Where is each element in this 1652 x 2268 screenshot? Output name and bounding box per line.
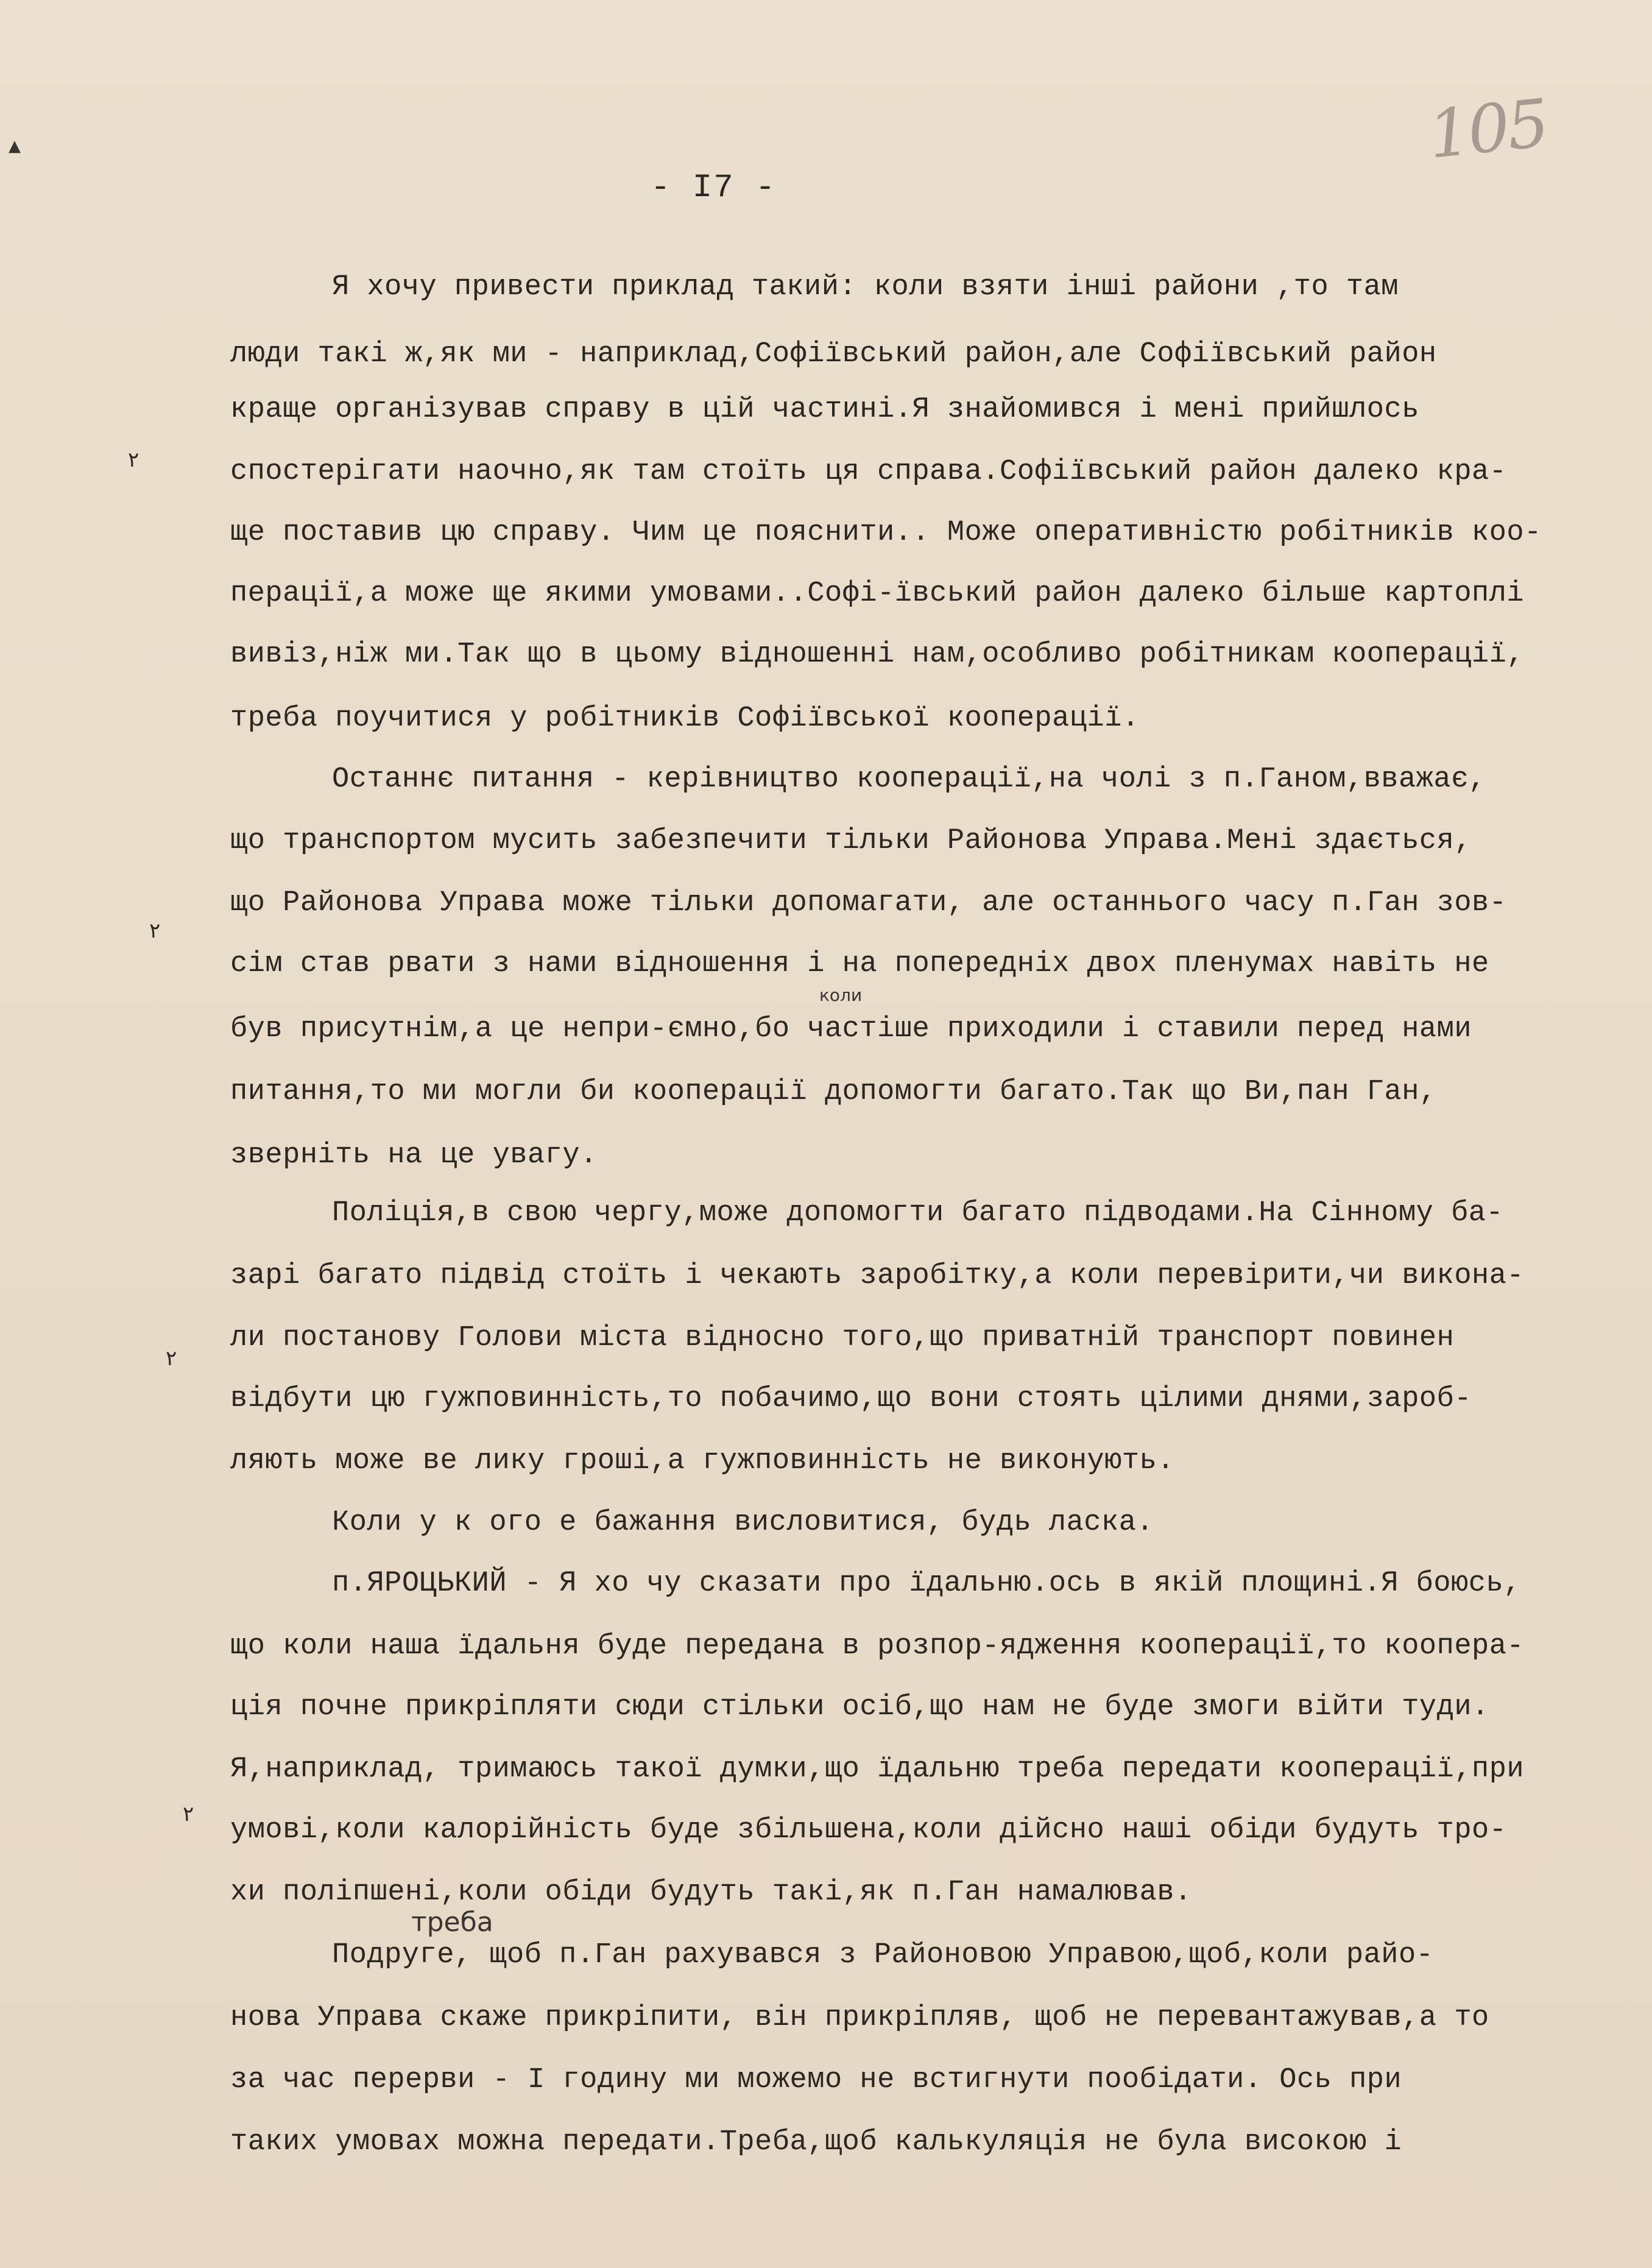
text-line: Я хочу привести приклад такий: коли взяти інші райони ,то там <box>332 271 1399 303</box>
text-line: люди такі ж,як ми - наприклад,Софіївський район,але Софіївський район <box>230 338 1437 370</box>
text-line: краще організував справу в цій частині.Я знайомився і мені прийшлось <box>230 394 1419 426</box>
archive-page-number: 105 <box>1424 85 1551 174</box>
text-line: за час перерви - І годину ми можемо не встигнути пообідати. Ось при <box>230 2064 1402 2096</box>
text-line: нова Управа скаже прикріпити, він прикріпляв, щоб не перевантажував,а то <box>230 2002 1489 2034</box>
text-line: хи поліпшені,коли обіди будуть такі,як п.Ган намалював. <box>230 1876 1192 1909</box>
text-line: Поліція,в свою чергу,може допомогти багато підводами.На Сінному ба- <box>332 1197 1504 1229</box>
handwritten-insertion: коли <box>819 985 863 1005</box>
text-line: таких умовах можна передати.Треба,щоб калькуляція не була високою і <box>230 2126 1402 2158</box>
text-line: питання,то ми могли би кооперації допомогти багато.Так що Ви,пан Ган, <box>230 1076 1437 1108</box>
text-line: перації,а може ще якими умовами..Софі-ївський район далеко більше картоплі <box>230 578 1525 610</box>
text-line: відбути цю гужповинність,то побачимо,що вони стоять цілими днями,зароб- <box>230 1383 1472 1415</box>
text-line: ли постанову Голови міста відносно того,що приватній транспорт повинен <box>230 1322 1455 1354</box>
text-line: Я,наприклад, тримаюсь такої думки,що їдальню треба передати кооперації,при <box>230 1753 1525 1786</box>
text-line: ція почне прикріпляти сюди стільки осіб,що нам не буде змоги війти туди. <box>230 1691 1489 1723</box>
text-line: ще поставив цю справу. Чим це пояснити.. Може оперативністю робітників коо- <box>230 517 1542 549</box>
text-line: був присутнім,а це непри-ємно,бо частіше приходили і ставили перед нами <box>230 1013 1472 1045</box>
text-line: п.ЯРОЦЬКИЙ - Я хо чу сказати про їдальню.ось в якій площині.Я боюсь, <box>332 1567 1521 1600</box>
page-number: - I7 - <box>651 169 777 207</box>
text-line: ляють може ве лику гроші,а гужповинність не виконують. <box>230 1445 1175 1477</box>
text-line: Коли у к ого е бажання висловитися, будь ласка. <box>332 1507 1154 1539</box>
text-line: спостерігати наочно,як там стоїть ця справа.Софіївський район далеко кра- <box>230 456 1507 488</box>
handwritten-insertion: треба <box>411 1907 493 1938</box>
text-line: що Районова Управа може тільки допомагати, але останнього часу п.Ган зов- <box>230 887 1507 919</box>
margin-tick-icon: ٢ <box>166 1346 177 1371</box>
text-line: Подруге, щоб п.Ган рахувався з Районовою Управою,щоб,коли райо- <box>332 1939 1434 1971</box>
margin-mark-icon: ▲ <box>9 137 21 155</box>
text-line: зарі багато підвід стоїть і чекають заробітку,а коли перевірити,чи викона- <box>230 1260 1525 1292</box>
text-line: Останнє питання - керівництво кооперації,на чолі з п.Ганом,вважає, <box>332 763 1486 796</box>
text-line: що коли наша їдальня буде передана в розпор-ядження кооперації,то коопера- <box>230 1630 1525 1662</box>
margin-tick-icon: ٢ <box>183 1802 194 1826</box>
text-line: вивіз,ніж ми.Так що в цьому відношенні нам,особливо робітникам кооперації, <box>230 638 1525 671</box>
text-line: зверніть на це увагу. <box>230 1139 598 1171</box>
margin-tick-icon: ٢ <box>149 919 161 943</box>
text-line: сім став рвати з нами відношення і на попередніх двох пленумах навіть не <box>230 948 1489 980</box>
text-line: що транспортом мусить забезпечити тільки Районова Управа.Мені здається, <box>230 825 1472 857</box>
text-line: треба поучитися у робітників Софіївської кооперації. <box>230 702 1140 735</box>
margin-tick-icon: ٢ <box>128 448 139 472</box>
text-line: умові,коли калорійність буде збільшена,коли дійсно наші обіди будуть тро- <box>230 1814 1507 1846</box>
